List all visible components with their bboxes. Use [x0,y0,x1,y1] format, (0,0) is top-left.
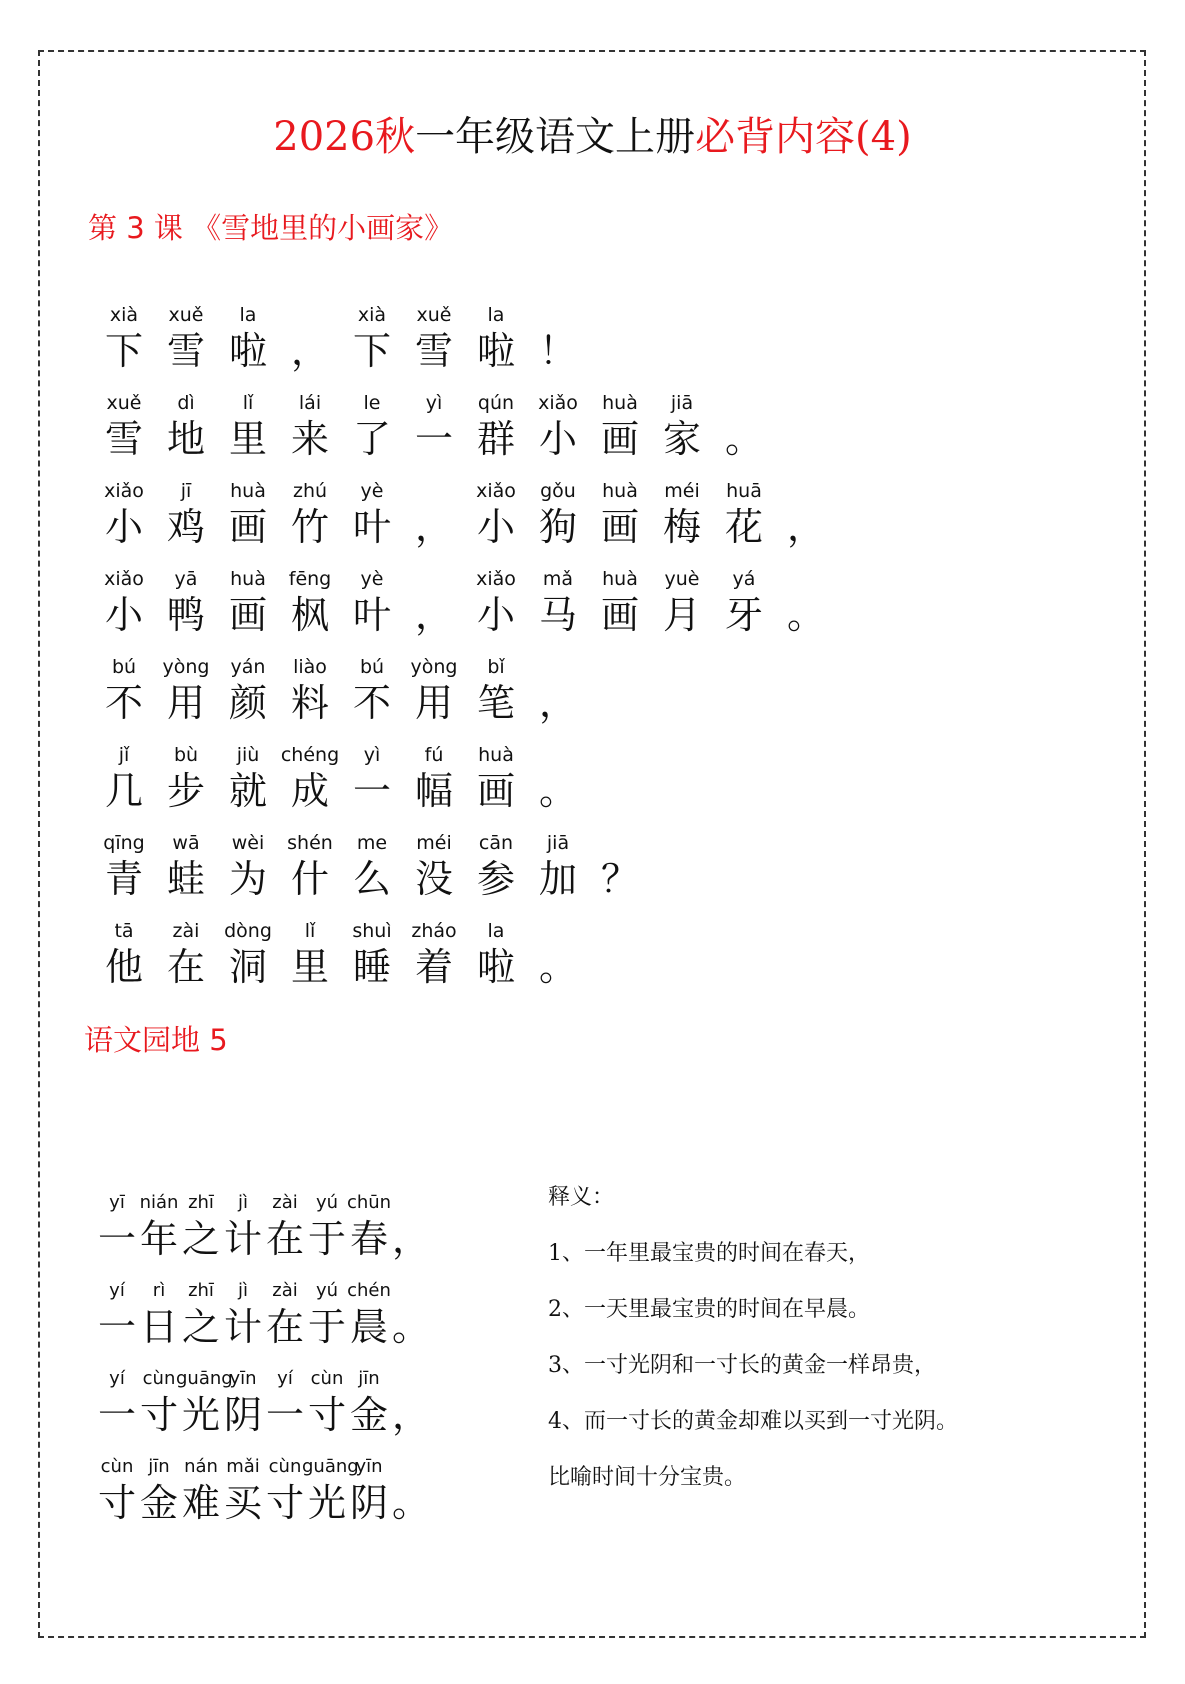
hanzi: 成 [290,769,329,813]
pinyin: chéng [280,744,340,766]
pinyin: fēng [288,568,332,590]
lesson-heading: 第 3 课 《雪地里的小画家》 [88,211,454,245]
hanzi: 群 [476,417,515,461]
hanzi: 叶 [352,593,391,637]
pinyin: yuè [664,568,700,590]
explanation-line: 2、一天里最宝贵的时间在早晨。 [548,1297,870,1322]
hanzi: 雪 [166,329,205,373]
pinyin: yì [425,392,443,414]
hanzi: 没 [414,857,453,901]
pinyin: yā [174,568,198,590]
pinyin: zài [272,1192,298,1213]
pinyin: lǐ [242,392,254,414]
hanzi: 寸 [307,1393,346,1437]
pinyin: tā [114,920,134,942]
hanzi: 不 [352,681,391,725]
hanzi: 雪 [104,417,143,461]
hanzi: 雪 [414,329,453,373]
pinyin: xià [357,304,387,326]
pinyin: yè [360,568,384,590]
explanation-line: 3、一寸光阴和一寸长的黄金一样昂贵， [548,1353,936,1378]
hanzi: 么 [352,857,391,901]
hanzi: 在 [166,945,205,989]
pinyin: yì [363,744,381,766]
pinyin: la [487,304,505,326]
pinyin: la [239,304,257,326]
hanzi: 画 [228,593,267,637]
pinyin: liào [293,656,327,678]
pinyin: bù [173,744,199,766]
explanation-panel [548,1170,1108,1506]
punctuation: ， [290,329,329,373]
punctuation: ， [391,1217,430,1261]
hanzi: 画 [228,505,267,549]
pinyin: yán [230,656,266,678]
title-year-season: 2026秋 [273,114,416,160]
pinyin: xiǎo [104,568,144,590]
pinyin: qún [477,392,515,414]
hanzi: 小 [476,505,515,549]
hanzi: 一 [97,1305,136,1349]
punctuation: 。 [538,769,577,813]
hanzi: 马 [538,593,577,637]
hanzi: 啦 [476,945,515,989]
pinyin: yè [360,480,384,502]
pinyin: guāng [302,1456,359,1477]
pinyin: xiǎo [476,568,516,590]
hanzi: 计 [223,1217,262,1261]
punctuation: ， [786,505,825,549]
hanzi: 画 [600,505,639,549]
pinyin: zhī [188,1280,214,1301]
pinyin: jǐ [118,744,130,766]
hanzi: 来 [290,417,329,461]
hanzi: 年 [139,1217,178,1261]
pinyin: huà [230,568,266,590]
poem-line [90,823,890,911]
poem-line [90,383,890,471]
hanzi: 青 [104,857,143,901]
hanzi: 一 [414,417,453,461]
pinyin: qīng [103,832,145,854]
pinyin: cùn [142,1368,176,1389]
pinyin: yí [277,1368,293,1389]
explanation-line: 4、而一寸长的黄金却难以买到一寸光阴。 [548,1409,958,1434]
hanzi: 为 [228,857,267,901]
poem-line [92,1447,522,1535]
hanzi: 日 [139,1305,178,1349]
garden-proverb [92,1183,522,1535]
pinyin: shén [287,832,333,854]
pinyin: xià [109,304,139,326]
pinyin: jīn [358,1368,380,1389]
punctuation: 。 [391,1305,430,1349]
hanzi: 金 [349,1393,388,1437]
hanzi: 于 [307,1217,346,1261]
punctuation: 。 [538,945,577,989]
pinyin: huà [602,568,638,590]
pinyin: xuě [168,304,204,326]
pinyin: le [363,392,381,414]
pinyin: xuě [106,392,142,414]
hanzi: 用 [166,681,205,725]
pinyin: zháo [411,920,457,942]
hanzi: 光 [307,1481,346,1525]
explanation-line: 比喻时间十分宝贵。 [548,1465,747,1490]
punctuation: ！ [538,329,577,373]
hanzi: 不 [104,681,143,725]
pinyin: jiā [670,392,694,414]
pinyin: zhī [188,1192,214,1213]
pinyin: me [356,832,388,854]
pinyin: zài [172,920,200,942]
pinyin: nián [139,1192,179,1213]
hanzi: 了 [352,417,391,461]
pinyin: huā [726,480,762,502]
pinyin: mǎi [226,1456,260,1477]
hanzi: 寸 [265,1481,304,1525]
pinyin: yí [109,1280,125,1301]
hanzi: 小 [104,505,143,549]
hanzi: 画 [600,417,639,461]
hanzi: 睡 [352,945,391,989]
pinyin: lǐ [304,920,316,942]
hanzi: 参 [476,857,515,901]
hanzi: 之 [181,1217,220,1261]
pinyin: cùn [100,1456,134,1477]
hanzi: 地 [166,417,205,461]
pinyin: shuì [352,920,392,942]
hanzi: 狗 [538,505,577,549]
pinyin: huà [602,392,638,414]
page-title [0,112,1185,162]
hanzi: 用 [414,681,453,725]
pinyin: bú [111,656,137,678]
hanzi: 蛙 [166,857,205,901]
hanzi: 牙 [724,593,763,637]
hanzi: 料 [290,681,329,725]
pinyin: yú [315,1280,339,1301]
hanzi: 着 [414,945,453,989]
pinyin: chūn [346,1192,392,1213]
poem-line [90,295,890,383]
pinyin: yí [109,1368,125,1389]
hanzi: 啦 [476,329,515,373]
poem-line [90,471,890,559]
hanzi: 步 [166,769,205,813]
hanzi: 家 [662,417,701,461]
pinyin: jiù [236,744,260,766]
punctuation: 。 [724,417,763,461]
hanzi: 下 [104,329,143,373]
pinyin: yīn [355,1456,383,1477]
punctuation: ？ [600,857,639,901]
pinyin: fú [424,744,444,766]
hanzi: 画 [476,769,515,813]
hanzi: 一 [352,769,391,813]
title-must-memorize: 必背内容(4) [695,114,912,160]
pinyin: nán [184,1456,218,1477]
hanzi: 叶 [352,505,391,549]
hanzi: 一 [97,1393,136,1437]
punctuation: ， [414,593,453,637]
pinyin: huà [230,480,266,502]
hanzi: 幅 [414,769,453,813]
hanzi: 下 [352,329,391,373]
pinyin: huà [602,480,638,502]
pinyin: cùn [310,1368,344,1389]
pinyin: jì [237,1192,248,1213]
pinyin: yī [109,1192,125,1213]
hanzi: 小 [538,417,577,461]
hanzi: 几 [104,769,143,813]
pinyin: mǎ [542,568,574,590]
pinyin: dì [177,392,195,414]
hanzi: 光 [181,1393,220,1437]
punctuation: ， [538,681,577,725]
punctuation: ， [414,505,453,549]
poem-line [90,735,890,823]
garden-heading: 语文园地 5 [84,1023,228,1057]
title-grade: 一年级语文上册 [415,114,696,160]
hanzi: 晨 [349,1305,388,1349]
pinyin: zài [272,1280,298,1301]
hanzi: 寸 [139,1393,178,1437]
pinyin: bǐ [487,656,505,678]
pinyin: wèi [231,832,265,854]
poem-line [90,647,890,735]
pinyin: zhú [292,480,328,502]
hanzi: 梅 [662,505,701,549]
hanzi: 阴 [223,1393,262,1437]
pinyin: yòng [162,656,210,678]
pinyin: huà [478,744,514,766]
pinyin: yīn [229,1368,257,1389]
pinyin: xuě [416,304,452,326]
hanzi: 小 [104,593,143,637]
hanzi: 一 [97,1217,136,1261]
hanzi: 笔 [476,681,515,725]
punctuation: 。 [391,1481,430,1525]
hanzi: 阴 [349,1481,388,1525]
pinyin: jì [237,1280,248,1301]
hanzi: 难 [181,1481,220,1525]
hanzi: 之 [181,1305,220,1349]
hanzi: 啦 [228,329,267,373]
hanzi: 买 [223,1481,262,1525]
pinyin: guāng [176,1368,233,1389]
pinyin: xiǎo [476,480,516,502]
punctuation: ， [391,1393,430,1437]
hanzi: 金 [139,1481,178,1525]
hanzi: 他 [104,945,143,989]
hanzi: 在 [265,1217,304,1261]
poem-line [90,559,890,647]
hanzi: 枫 [290,593,329,637]
hanzi: 鸭 [166,593,205,637]
hanzi: 里 [290,945,329,989]
hanzi: 于 [307,1305,346,1349]
hanzi: 春 [349,1217,388,1261]
pinyin: xiǎo [538,392,578,414]
pinyin: wā [172,832,200,854]
pinyin: chén [347,1280,391,1301]
hanzi: 就 [228,769,267,813]
hanzi: 画 [600,593,639,637]
pinyin: jīn [148,1456,170,1477]
pinyin: yòng [410,656,458,678]
hanzi: 在 [265,1305,304,1349]
hanzi: 花 [724,505,763,549]
pinyin: jī [180,480,192,502]
pinyin: yá [732,568,756,590]
hanzi: 月 [662,593,701,637]
hanzi: 鸡 [166,505,205,549]
pinyin: xiǎo [104,480,144,502]
pinyin: méi [416,832,452,854]
explanation-line: 1、一年里最宝贵的时间在春天， [548,1241,870,1266]
hanzi: 什 [290,857,329,901]
pinyin: méi [664,480,700,502]
hanzi: 计 [223,1305,262,1349]
pinyin: rì [152,1280,166,1301]
hanzi: 小 [476,593,515,637]
pinyin: lái [298,392,322,414]
poem-line [90,911,890,999]
hanzi: 洞 [228,945,267,989]
punctuation: 。 [786,593,825,637]
pinyin: bú [359,656,385,678]
poem-line [92,1359,522,1447]
pinyin: la [487,920,505,942]
pinyin: cùn [268,1456,302,1477]
pinyin: dòng [224,920,272,942]
hanzi: 加 [538,857,577,901]
poem-line [92,1183,522,1271]
pinyin: yú [315,1192,339,1213]
hanzi: 寸 [97,1481,136,1525]
poem-line [92,1271,522,1359]
pinyin: cān [478,832,514,854]
hanzi: 竹 [290,505,329,549]
lesson-poem [90,295,890,999]
explanation-label: 释义： [548,1185,615,1210]
hanzi: 一 [265,1393,304,1437]
pinyin: jiā [546,832,570,854]
pinyin: gǒu [540,480,576,502]
hanzi: 颜 [228,681,267,725]
hanzi: 里 [228,417,267,461]
